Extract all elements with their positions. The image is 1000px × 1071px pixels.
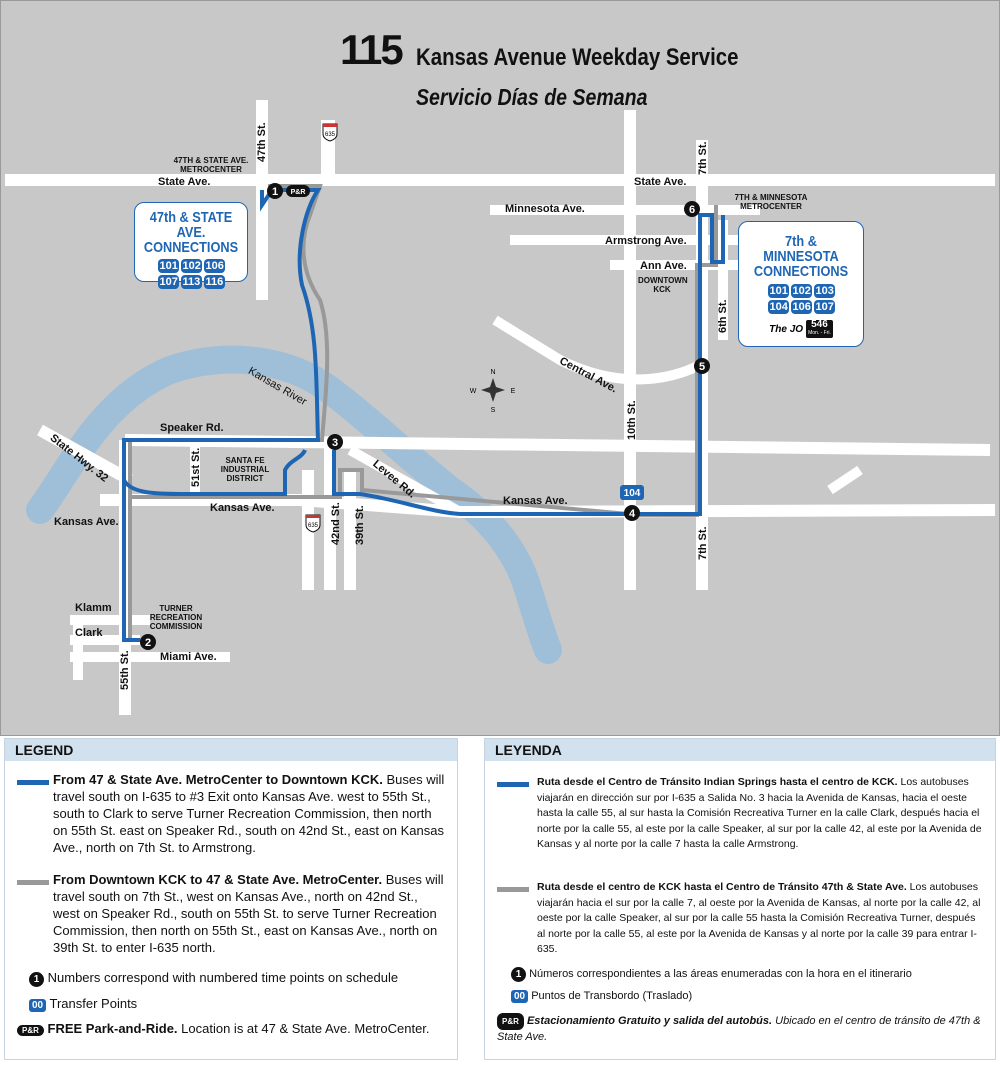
leyenda-inbound: [537, 880, 985, 958]
timepoint-5: [694, 358, 710, 374]
street-kansas-ave-east: Kansas Ave.: [503, 495, 568, 507]
legend-timepoint-text: Numbers correspond with numbered time points on schedule: [47, 970, 399, 985]
leyenda-park-ride-icon: P&R: [497, 1013, 524, 1030]
legend-park-title: FREE Park-and-Ride.: [47, 1021, 178, 1036]
route-number: 115: [340, 26, 402, 73]
compass-n: N: [490, 369, 496, 376]
connection-route: 101: [159, 260, 178, 272]
street-7th-north: 7th St.: [697, 141, 709, 175]
street-ann: Ann Ave.: [640, 260, 687, 272]
connection-route: 107: [815, 301, 834, 313]
legend-park-text: Location is at 47 & State Ave. MetroCenter.: [181, 1021, 430, 1036]
legend-park-ride: [17, 1021, 430, 1036]
connections-47-state: [134, 202, 248, 288]
leyenda-timepoint-text: Números correspondientes a las áreas enumeradas con la hora en el itinerario: [529, 968, 912, 980]
connections-7-minnesota: [738, 221, 864, 347]
connections-7-title1: 7th & MINNESOTA: [763, 233, 839, 265]
leyenda-park-title: Estacionamiento Gratuito y salida del autobús.: [526, 1015, 773, 1027]
legend-timepoints: [29, 970, 398, 987]
legend-english: [4, 738, 458, 1060]
leyenda-outbound-title: Ruta desde el Centro de Tránsito Indian Springs hasta el centro de KCK.: [537, 776, 898, 788]
leyenda-inbound-swatch: [497, 887, 529, 892]
street-51st: 51st St.: [190, 447, 202, 487]
i635-label-top: 635: [324, 132, 336, 138]
i635-label-bottom: 635: [307, 523, 319, 529]
timepoint-6: [684, 201, 700, 217]
street-kansas-ave-west: Kansas Ave.: [54, 516, 119, 528]
timepoint-2: [140, 634, 156, 650]
park-ride-marker: [286, 185, 310, 197]
leyenda-heading: LEYENDA: [485, 739, 995, 761]
jo-brand: The JO: [769, 323, 804, 335]
jo-logo: [739, 320, 863, 338]
timepoint-4-label: 4: [628, 508, 636, 520]
connections-47-title1: 47th & STATE AVE.: [149, 209, 233, 241]
leyenda-transfer-text: Puntos de Transbordo (Traslado): [531, 990, 693, 1002]
park-ride-marker-text: P&R: [290, 189, 306, 196]
legend-transfer-icon: 00: [29, 999, 46, 1012]
street-47th: 47th St.: [256, 122, 268, 162]
leyenda-outbound: [537, 775, 985, 853]
leyenda-timepoint-icon: 1: [511, 967, 526, 982]
legend-park-ride-icon: P&R: [17, 1025, 44, 1036]
street-armstrong: Armstrong Ave.: [605, 235, 687, 247]
timepoint-5-label: 5: [698, 361, 706, 373]
legend-transfers: [29, 996, 137, 1012]
street-miami: Miami Ave.: [160, 651, 217, 663]
street-state-ave-east: State Ave.: [634, 176, 687, 188]
transfer-point-104: [620, 485, 644, 500]
street-clark: Clark: [75, 627, 103, 639]
label-santa-fe: SANTA FE INDUSTRIAL DISTRICT: [220, 456, 270, 483]
connection-route: 116: [205, 276, 224, 288]
street-speaker: Speaker Rd.: [160, 422, 224, 434]
street-minnesota: Minnesota Ave.: [505, 203, 585, 215]
legend-inbound-title: From Downtown KCK to 47 & State Ave. MetroCenter.: [53, 872, 383, 887]
street-state-hwy-32: State Hwy. 32: [47, 432, 111, 485]
street-klamm: Klamm: [75, 602, 112, 614]
street-levee: Levee Rd.: [370, 458, 418, 501]
leyenda-timepoints: [511, 967, 912, 982]
timepoint-1: [267, 183, 283, 199]
timepoint-3: [327, 434, 343, 450]
transfer-point-label: 104: [623, 488, 641, 499]
label-downtown-kck: DOWNTOWN KCK: [638, 276, 688, 294]
connection-route: 104: [769, 301, 788, 313]
leyenda-transfers: [511, 990, 692, 1003]
leyenda-inbound-text: Los autobuses viajarán hacia el sur por la calle 7, al oeste por la Avenida de Kansas, al norte por la calle 42, al oeste por la calle Speaker, al sur por la calle 55 hasta la Comisión Recreativa Turner, después al norte por la calle 55, al este por la Avenida de Kansas y al norte por la calle 39 para entrar I-635.: [537, 881, 981, 955]
jo-days: Mon. - Fri.: [808, 330, 831, 336]
compass-s: S: [490, 407, 496, 414]
connection-route: 107: [159, 276, 178, 288]
street-state-ave-west: State Ave.: [158, 176, 211, 188]
connection-route: 103: [815, 285, 834, 297]
legend-inbound-swatch: [17, 880, 49, 885]
connections-47-title2: CONNECTIONS: [143, 239, 239, 256]
legend-inbound-text: Buses will travel south on 7th St., west on Kansas Ave., north on 42nd St., west on Speaker Rd., south on 55th St. to serve Turner Recreation Commission, then north on 55th St., east on Kansas Ave., north on 39th St. to enter I-635 north.: [53, 872, 444, 955]
label-7-metrocenter: 7TH & MINNESOTA METROCENTER: [734, 193, 808, 211]
timepoint-4: [624, 505, 640, 521]
legend-outbound-title: From 47 & State Ave. MetroCenter to Downtown KCK.: [53, 772, 383, 787]
legend-outbound: [53, 771, 445, 856]
label-turner: TURNER RECREATION COMMISSION: [149, 604, 203, 631]
compass-e: E: [510, 388, 516, 395]
legend-heading: LEGEND: [5, 739, 457, 761]
kansas-river-label: Kansas River: [246, 365, 309, 409]
street-42nd: 42nd St.: [330, 502, 342, 545]
timepoint-6-label: 6: [688, 204, 696, 216]
i635-shield-top: [323, 124, 337, 141]
connection-route: 106: [205, 260, 224, 272]
leyenda-outbound-text: Los autobuses viajarán en dirección sur por I-635 a Salida No. 3 hacia la Avenida de Kansas, hacia el oeste hasta la calle 55, al sur hasta la Comisión Recreativa Turner en la calle Clark, después hacia el norte por la calle 55, al este por la calle Speaker, al sur por la calle 42, al este por la Avenida de Kansas y al norte por la calle 7 hasta la calle Armstrong.: [537, 776, 982, 850]
legend-outbound-text: Buses will travel south on I-635 to #3 Exit onto Kansas Ave. west to 55th St., south to Clark to serve Turner Recreation Commission, then north on 55th St. east on Speaker Rd., south on 42nd St., east on Kansas Ave., north on 7th St. to Armstrong.: [53, 772, 445, 855]
legend-outbound-swatch: [17, 780, 49, 785]
connection-route: 106: [792, 301, 811, 313]
i635-shield-bottom: [306, 515, 320, 532]
connection-route: 102: [792, 285, 811, 297]
street-39th: 39th St.: [354, 505, 366, 545]
legend-spanish: [484, 738, 996, 1060]
leyenda-park-text: Ubicado en el centro de tránsito de 47th & State Ave.: [497, 1015, 981, 1043]
compass-w: W: [469, 388, 477, 395]
street-10th: 10th St.: [626, 400, 638, 440]
street-kansas-ave-mid: Kansas Ave.: [210, 502, 275, 514]
legend-transfer-text: Transfer Points: [49, 996, 138, 1011]
leyenda-park-ride: [497, 1013, 983, 1045]
label-47-metrocenter: 47TH & STATE AVE. METROCENTER: [173, 156, 249, 174]
street-7th-south: 7th St.: [697, 526, 709, 560]
route-title: Kansas Avenue Weekday Service: [416, 44, 739, 71]
legend-timepoint-icon: 1: [29, 972, 44, 987]
street-55th: 55th St.: [119, 650, 131, 690]
leyenda-outbound-swatch: [497, 782, 529, 787]
leyenda-transfer-icon: 00: [511, 990, 528, 1003]
route-title-spanish: Servicio Días de Semana: [416, 84, 648, 110]
jo-route: 546: [811, 319, 828, 330]
connections-7-title2: CONNECTIONS: [753, 263, 849, 280]
timepoint-1-label: 1: [271, 186, 279, 198]
street-6th: 6th St.: [717, 299, 729, 333]
street-central: Central Ave.: [557, 355, 619, 396]
timepoint-3-label: 3: [331, 437, 339, 449]
legend-inbound: [53, 871, 445, 956]
connection-route: 113: [182, 276, 201, 288]
connection-route: 101: [769, 285, 788, 297]
leyenda-inbound-title: Ruta desde el centro de KCK hasta el Centro de Tránsito 47th & State Ave.: [537, 881, 907, 893]
connection-route: 102: [182, 260, 201, 272]
timepoint-2-label: 2: [144, 637, 152, 649]
